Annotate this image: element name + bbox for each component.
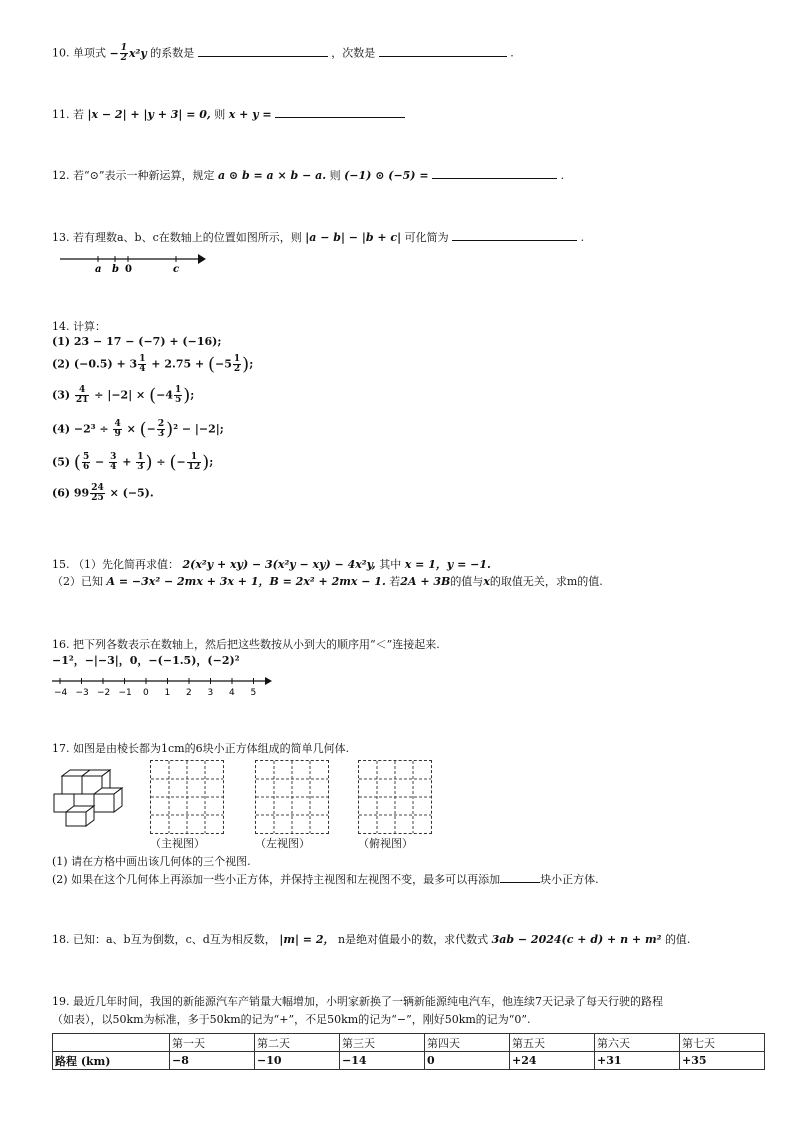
q-text: 的取值无关，求m的值. xyxy=(489,575,603,588)
axis-label-c: c xyxy=(173,264,180,274)
expression: x = 1，y = −1. xyxy=(404,558,491,571)
calc-expression: (2) (−0.5) + 3 xyxy=(52,357,138,371)
q-text: （2）已知 xyxy=(52,575,103,588)
expression: A = −3x² − 2mx + 3x + 1，B = 2x² + 2mx − 1. xyxy=(106,575,386,588)
tick-label: 5 xyxy=(250,688,257,698)
q-number: 13. xyxy=(52,231,70,244)
q-text: 计算： xyxy=(73,320,106,333)
q14-item-2: (2) (−0.5) + 3 $\frac{1}{4}$ + 2.75 + (−5 $\frac{1}{2}$ ); xyxy=(52,354,254,375)
grid-front-view[interactable] xyxy=(150,760,224,834)
q-text: 其中 xyxy=(379,558,402,571)
tick-label: −3 xyxy=(75,688,89,698)
question-16 xyxy=(52,636,440,652)
q-number: 17. xyxy=(52,742,70,755)
q-text: 单项式 xyxy=(73,46,106,60)
answer-blank[interactable] xyxy=(275,107,405,118)
table-cell: +31 xyxy=(595,1052,680,1070)
calc-expression: (6) 99 xyxy=(52,486,90,500)
q-text: 已知：a、b互为倒数，c、d互为相反数， xyxy=(73,933,276,946)
table-cell: 第四天 xyxy=(425,1034,510,1052)
expression: x + y = xyxy=(228,108,272,121)
q-text: 的系数是 xyxy=(150,46,195,60)
tick-label: −2 xyxy=(97,688,111,698)
axis-label-0: 0 xyxy=(125,264,132,274)
q-text: 的值与 xyxy=(450,575,484,588)
q-number: 14. xyxy=(52,320,70,333)
tick-label: 3 xyxy=(207,688,214,698)
calc-expression: (1) 23 − 17 − (−7) + (−16); xyxy=(52,335,222,348)
expression: |m| = 2， xyxy=(279,933,335,946)
q-text: (2) 如果在这个几何体上再添加一些小正方体，并保持主视图和左视图不变，最多可以再添加 xyxy=(52,873,501,886)
calc-expression: (4) −2³ ÷ xyxy=(52,422,109,436)
q-text: 若有理数a、b、c在数轴上的位置如图所示，则 xyxy=(73,231,302,244)
question-19-line1 xyxy=(52,993,663,1009)
tick-label: −1 xyxy=(118,688,132,698)
q-number: 15. xyxy=(52,558,70,571)
question-14 xyxy=(52,318,106,334)
question-13 xyxy=(52,229,584,245)
answer-blank[interactable] xyxy=(198,46,328,57)
q-text: . xyxy=(560,169,565,182)
expression: |a − b| − |b + c| xyxy=(305,231,402,244)
caption-front-view: （主视图） xyxy=(150,837,205,850)
q-text: 如图是由棱长都为1cm的6块小正方体组成的简单几何体. xyxy=(73,742,350,755)
table-cell: +24 xyxy=(510,1052,595,1070)
mileage-table xyxy=(52,1033,765,1070)
question-12 xyxy=(52,167,564,183)
expression: a ⊙ b = a × b − a. xyxy=(217,169,327,182)
monomial: − $\frac{1}{2}$ x²y xyxy=(109,43,147,63)
q14-item-3: (3) $\frac{4}{21}$ ÷ |−2| × (−4 $\frac{1}{5}$ ); xyxy=(52,385,195,406)
tick-label: 4 xyxy=(229,688,235,698)
table-cell: 0 xyxy=(425,1052,510,1070)
caption-top-view: （俯视图） xyxy=(358,837,413,850)
table-cell: 第二天 xyxy=(255,1034,340,1052)
tick-label: −4 xyxy=(54,688,68,698)
expression: 3ab − 2024(c + d) + n + m² xyxy=(491,933,662,946)
question-15-part1 xyxy=(52,556,491,572)
question-15-part2 xyxy=(52,573,603,589)
expression: x xyxy=(483,575,490,588)
tick-label: 1 xyxy=(164,688,171,698)
answer-blank[interactable] xyxy=(379,46,507,57)
table-cell: −14 xyxy=(340,1052,425,1070)
q-text: 则 xyxy=(329,169,341,182)
table-cell: 第一天 xyxy=(170,1034,255,1052)
expression: 2(x²y + xy) − 3(x²y − xy) − 4x²y, xyxy=(182,558,376,571)
table-cell: 第七天 xyxy=(680,1034,765,1052)
q-number: 12. xyxy=(52,169,70,182)
answer-blank[interactable] xyxy=(452,230,577,241)
tick-label: 0 xyxy=(143,688,149,698)
caption-left-view: （左视图） xyxy=(255,837,310,850)
number-list: −1²，−|−3|，0，−(−1.5)，(−2)² xyxy=(52,654,240,667)
table-header-row xyxy=(53,1034,765,1052)
q-number: 19. xyxy=(52,995,70,1008)
q17-sub1: (1) 请在方格中画出该几何体的三个视图. xyxy=(52,855,251,868)
expression: |x − 2| + |y + 3| = 0, xyxy=(87,108,211,121)
question-17 xyxy=(52,740,349,756)
q16-numbers xyxy=(52,652,240,668)
q-number: 11. xyxy=(52,108,70,121)
table-cell xyxy=(53,1034,170,1052)
expression: 2A + 3B xyxy=(400,575,451,588)
table-cell: 第六天 xyxy=(595,1034,680,1052)
q17-sub2 xyxy=(52,871,599,887)
q-number: 16. xyxy=(52,638,70,651)
q-text: n是绝对值最小的数，求代数式 xyxy=(337,933,489,946)
tick-label: 2 xyxy=(186,688,192,698)
q-text: 若 xyxy=(389,575,401,588)
q-text: 可化简为 xyxy=(404,231,449,244)
q14-item-1 xyxy=(52,335,221,348)
q-text: 最近几年时间，我国的新能源汽车产销量大幅增加，小明家新换了一辆新能源纯电汽车，他连续7天记录了每天行驶的路程 xyxy=(73,995,663,1008)
q-text: 若 xyxy=(73,108,84,121)
axis-label-b: b xyxy=(112,264,119,274)
q-text: ，次数是 xyxy=(331,46,376,60)
table-cell: −8 xyxy=(170,1052,255,1070)
expression: (−1) ⊙ (−5) = xyxy=(344,169,429,182)
table-row xyxy=(53,1052,765,1070)
q-text: （1）先化简再求值： xyxy=(73,558,179,571)
grid-left-view[interactable] xyxy=(255,760,329,834)
q14-item-6: (6) 99 $\frac{24}{25}$ × (−5). xyxy=(52,483,154,503)
q14-item-4: (4) −2³ ÷ $\frac{4}{9}$ × (− $\frac{2}{3}$ )² − |−2|; xyxy=(52,419,224,440)
question-11 xyxy=(52,106,405,122)
q-number: 18. xyxy=(52,933,70,946)
q-text: 若“⊙”表示一种新运算，规定 xyxy=(73,169,215,182)
question-18 xyxy=(52,931,690,947)
q-text: 的值. xyxy=(664,933,691,946)
q-text: . xyxy=(510,46,514,60)
q14-item-5: (5) ( $\frac{5}{6}$ − $\frac{3}{4}$ + $\frac{1}{3}$ ) ÷ (− $\frac{1}{12}$ ); xyxy=(52,452,214,473)
table-cell: +35 xyxy=(680,1052,765,1070)
table-cell: −10 xyxy=(255,1052,340,1070)
number-line-abc xyxy=(58,250,208,274)
answer-blank[interactable] xyxy=(500,872,540,883)
q-text: 则 xyxy=(214,108,226,121)
answer-blank[interactable] xyxy=(432,168,557,179)
number-line-q16 xyxy=(50,674,280,698)
q-number: 10. xyxy=(52,46,70,60)
q-text: 把下列各数表示在数轴上，然后把这些数按从小到大的顺序用“＜”连接起来. xyxy=(73,638,440,651)
q-text: 块小正方体. xyxy=(540,873,599,886)
question-19-line2: （如表），以50km为标准，多于50km的记为“+”，不足50km的记为“−”，刚好50km的记为“0”. xyxy=(52,1013,531,1026)
axis-label-a: a xyxy=(95,264,102,274)
calc-expression: (3) xyxy=(52,388,71,402)
table-cell: 路程 (km) xyxy=(53,1052,170,1070)
table-cell: 第三天 xyxy=(340,1034,425,1052)
q-text: . xyxy=(580,231,585,244)
table-cell: 第五天 xyxy=(510,1034,595,1052)
cube-figure xyxy=(52,768,132,828)
grid-top-view[interactable] xyxy=(358,760,432,834)
calc-expression: (5) xyxy=(52,455,71,469)
question-10 xyxy=(52,44,514,63)
